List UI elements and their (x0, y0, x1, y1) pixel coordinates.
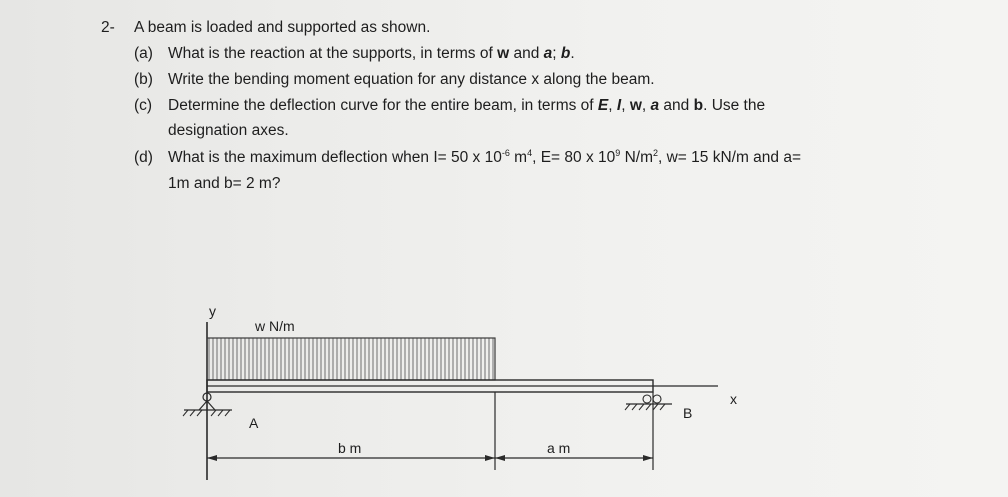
problem-number: 2- (101, 19, 115, 36)
y-axis-label: y (209, 303, 216, 319)
dim-arrow-mid-right (495, 455, 505, 461)
dim-arrow-left (207, 455, 217, 461)
dim-arrow-mid-left (485, 455, 495, 461)
part-c-text: Determine the deflection curve for the entire beam, in terms of E, I, w, a and b. Use the (168, 97, 766, 114)
part-d-text: What is the maximum deflection when I= 50 x $10^{-6}$ $m^4$, E= 80 x $10^9$ $N/m^2$, w= 15 kN/m and a= (168, 148, 802, 166)
part-b-label: (b) (134, 71, 153, 88)
part-a-text: What is the reaction at the supports, in terms of w and a; b. (168, 45, 575, 62)
x-axis-label: x (730, 391, 737, 407)
part-d-label: (d) (134, 149, 153, 166)
part-d-text-line2: 1m and b= 2 m? (168, 175, 281, 192)
problem-stem: A beam is loaded and supported as shown. (134, 19, 431, 36)
load-label: w N/m (255, 318, 295, 334)
part-c-text-line2: designation axes. (168, 122, 289, 139)
dim-b-label: b m (338, 440, 362, 456)
dim-arrow-right (643, 455, 653, 461)
support-b-label: B (683, 405, 693, 421)
part-b-text: Write the bending moment equation for any distance x along the beam. (168, 71, 655, 88)
distributed-load (207, 338, 495, 380)
support-b (625, 395, 672, 410)
dim-a-label: a m (547, 440, 571, 456)
part-a-label: (a) (134, 45, 153, 62)
part-c-label: (c) (134, 97, 153, 114)
support-a-label: A (249, 415, 259, 431)
